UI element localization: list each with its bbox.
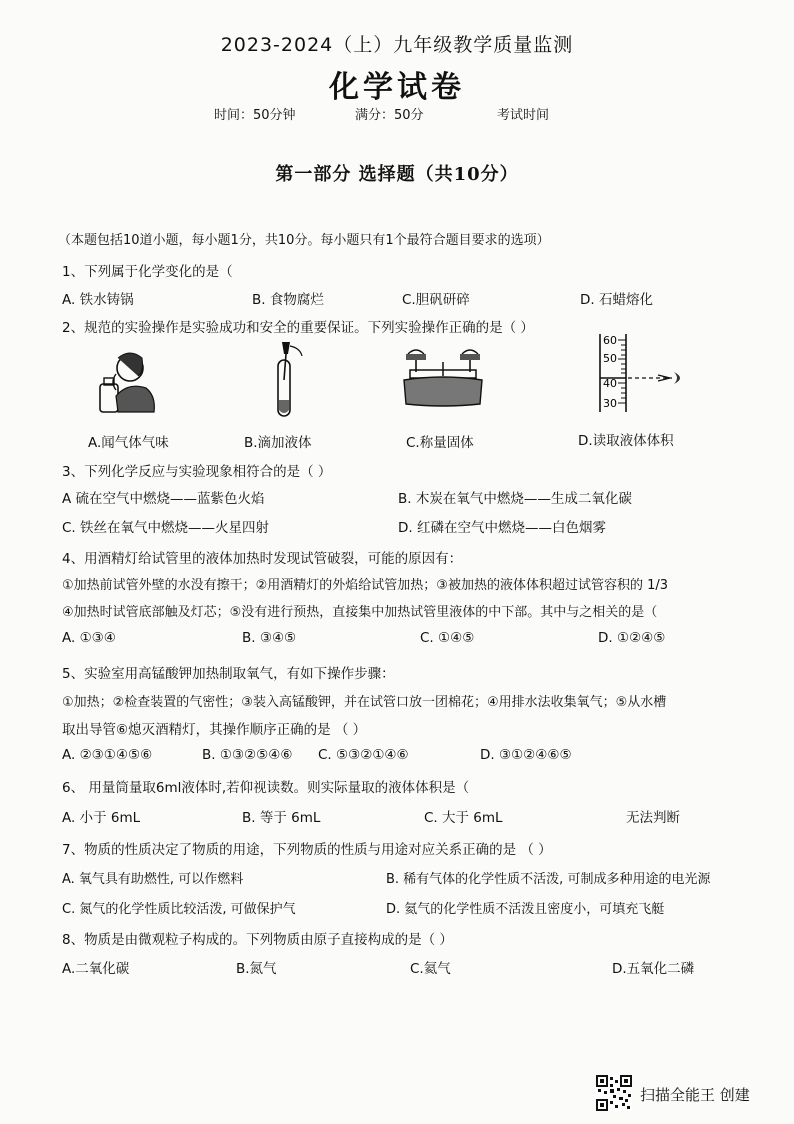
- question-2-stem: 2、规范的实验操作是实验成功和安全的重要保证。下列实验操作正确的是（ ）: [62, 320, 534, 336]
- exam-header-line: 2023-2024（上）九年级教学质量监测: [220, 34, 574, 56]
- question-4-stem: 4、用酒精灯给试管里的液体加热时发现试管破裂，可能的原因有：: [62, 551, 463, 567]
- question-8-stem: 8、物质是由微观粒子构成的。下列物质由原子直接构成的是（ ）: [62, 932, 453, 948]
- q5-option-d: D. ③①②④⑥⑤: [480, 747, 572, 763]
- scanner-brand-text: 扫描全能王 创建: [640, 1086, 750, 1104]
- q7-option-c: C. 氮气的化学性质比较活泼, 可做保护气: [62, 902, 296, 917]
- q2-option-d: D.读取液体体积: [578, 433, 674, 449]
- q5-option-c: C. ⑤③②①④⑥: [318, 747, 409, 763]
- q5-option-b: B. ①③②⑤④⑥: [202, 747, 293, 763]
- q7-option-a: A. 氧气具有助燃性, 可以作燃料: [62, 872, 244, 887]
- q8-option-b: B.氮气: [236, 961, 277, 977]
- cylinder-tick-30: 30: [603, 397, 617, 410]
- q4-option-c: C. ①④⑤: [420, 630, 475, 646]
- q5-line-1: ①加热；②检查装置的气密性；③装入高锰酸钾，并在试管口放一团棉花；④用排水法收集氧气；⑤从水槽: [62, 695, 667, 710]
- q7-option-d: D. 氦气的化学性质不活泼且密度小，可填充飞艇: [386, 902, 665, 917]
- q3-option-b: B. 木炭在氧气中燃烧——生成二氧化碳: [398, 491, 632, 507]
- exam-title: 化学试卷: [329, 70, 465, 105]
- exam-score: 满分：50分: [355, 108, 424, 123]
- q1-option-b: B. 食物腐烂: [252, 292, 324, 308]
- cylinder-tick-40: 40: [603, 377, 617, 390]
- q2-option-b: B.滴加液体: [244, 435, 312, 451]
- q4-option-a: A. ①③④: [62, 630, 116, 646]
- q1-option-d: D. 石蜡熔化: [580, 292, 653, 308]
- question-5-stem: 5、实验室用高锰酸钾加热制取氧气，有如下操作步骤：: [62, 666, 395, 682]
- q8-option-c: C.氦气: [410, 961, 451, 977]
- question-1-stem: 1、下列属于化学变化的是（: [62, 264, 233, 280]
- cylinder-tick-60: 60: [603, 334, 617, 347]
- q1-option-a: A. 铁水铸锅: [62, 292, 134, 308]
- q6-option-d: 无法判断: [626, 810, 680, 826]
- q2-option-c: C.称量固体: [406, 435, 474, 451]
- q4-line-1: ①加热前试管外壁的水没有擦干；②用酒精灯的外焰给试管加热；③被加热的液体体积超过试管容积的 1/3: [62, 578, 669, 593]
- cylinder-tick-50: 50: [603, 352, 617, 365]
- q5-option-a: A. ②③①④⑤⑥: [62, 747, 153, 763]
- q4-option-b: B. ③④⑤: [242, 630, 297, 646]
- figure-graduated-cylinder: [596, 332, 696, 416]
- section-intro: （本题包括10道小题，每小题1分，共10分。每小题只有1个最符合题目要求的选项）: [58, 233, 550, 248]
- figure-smell-gas: [94, 346, 158, 414]
- question-6-stem: 6、 用量筒量取6ml液体时,若仰视读数。则实际量取的液体体积是（: [62, 780, 470, 796]
- q3-option-a: A 硫在空气中燃烧——蓝紫色火焰: [62, 491, 265, 507]
- q3-option-d: D. 红磷在空气中燃烧——白色烟雾: [398, 520, 606, 536]
- exam-date-label: 考试时间: [497, 108, 550, 123]
- q4-option-d: D. ①②④⑤: [598, 630, 666, 646]
- q5-line-2: 取出导管⑥熄灭酒精灯，其操作顺序正确的是 （ ）: [62, 722, 367, 738]
- q8-option-d: D.五氧化二磷: [612, 961, 695, 977]
- q3-option-c: C. 铁丝在氧气中燃烧——火星四射: [62, 520, 270, 536]
- q6-option-c: C. 大于 6mL: [424, 810, 503, 826]
- figure-balance: [400, 346, 486, 408]
- q7-option-b: B. 稀有气体的化学性质不活泼, 可制成多种用途的电光源: [386, 872, 711, 887]
- q4-line-2: ④加热时试管底部触及灯芯；⑤没有进行预热，直接集中加热试管里液体的中下部。其中与之相关的是（: [62, 605, 658, 620]
- exam-time: 时间：50分钟: [214, 108, 296, 123]
- section-title: 第一部分 选择题（共10分）: [275, 164, 519, 185]
- q1-option-c: C.胆矾研碎: [402, 292, 470, 308]
- q6-option-b: B. 等于 6mL: [242, 810, 321, 826]
- figure-dropper: [268, 340, 308, 420]
- q2-option-a: A.闻气体气味: [88, 435, 169, 451]
- q6-option-a: A. 小于 6mL: [62, 810, 141, 826]
- question-3-stem: 3、下列化学反应与实验现象相符合的是（ ）: [62, 464, 332, 480]
- qr-code-icon: [596, 1075, 632, 1111]
- question-7-stem: 7、物质的性质决定了物质的用途，下列物质的性质与用途对应关系正确的是 （ ）: [62, 842, 552, 858]
- q8-option-a: A.二氧化碳: [62, 961, 130, 977]
